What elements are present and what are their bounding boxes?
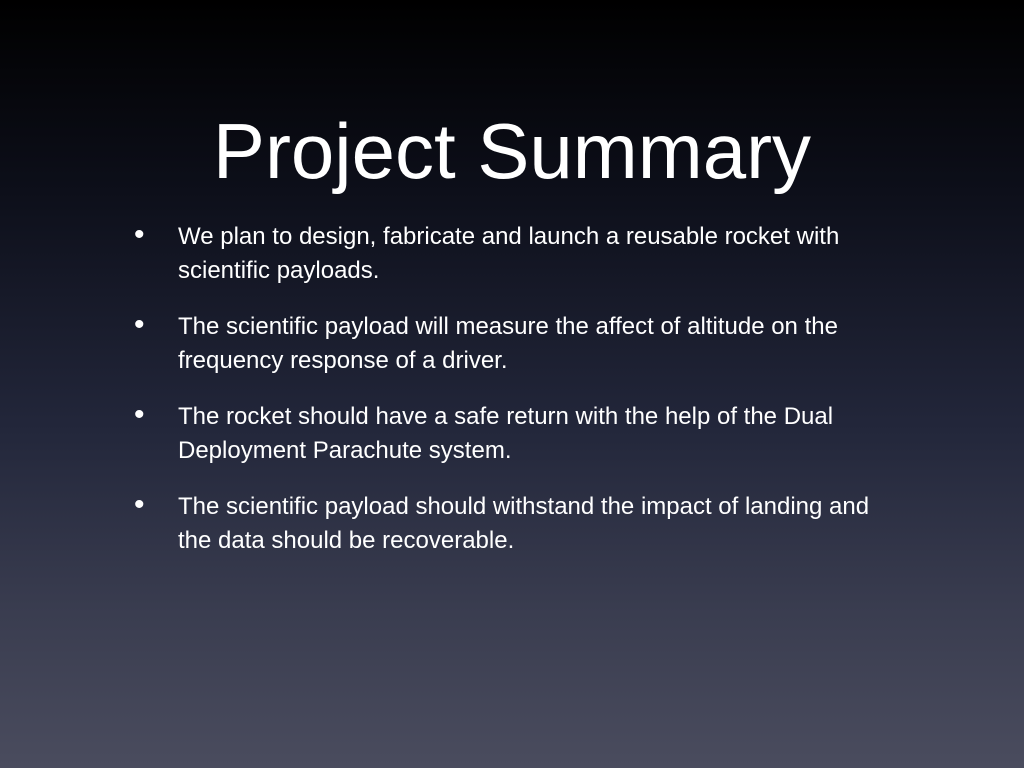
bullet-item <box>130 490 900 558</box>
bullet-dot-icon: • <box>134 218 145 251</box>
bullet-text: The rocket should have a safe return with the help of the Dual Deployment Parachute system. <box>178 403 834 464</box>
bullet-list <box>130 220 900 580</box>
bullet-dot-icon: • <box>134 308 145 341</box>
bullet-item <box>130 310 900 378</box>
bullet-text: We plan to design, fabricate and launch a reusable rocket with scientific payloads. <box>178 223 840 284</box>
bullet-item <box>130 400 900 468</box>
bullet-text: The scientific payload should withstand the impact of landing and the data should be recoverable. <box>178 493 870 554</box>
slide-title: Project Summary <box>212 107 812 195</box>
bullet-item <box>130 220 900 288</box>
bullet-dot-icon: • <box>134 488 145 521</box>
bullet-text: The scientific payload will measure the affect of altitude on the frequency response of a driver. <box>178 313 838 374</box>
bullet-dot-icon: • <box>134 398 145 431</box>
